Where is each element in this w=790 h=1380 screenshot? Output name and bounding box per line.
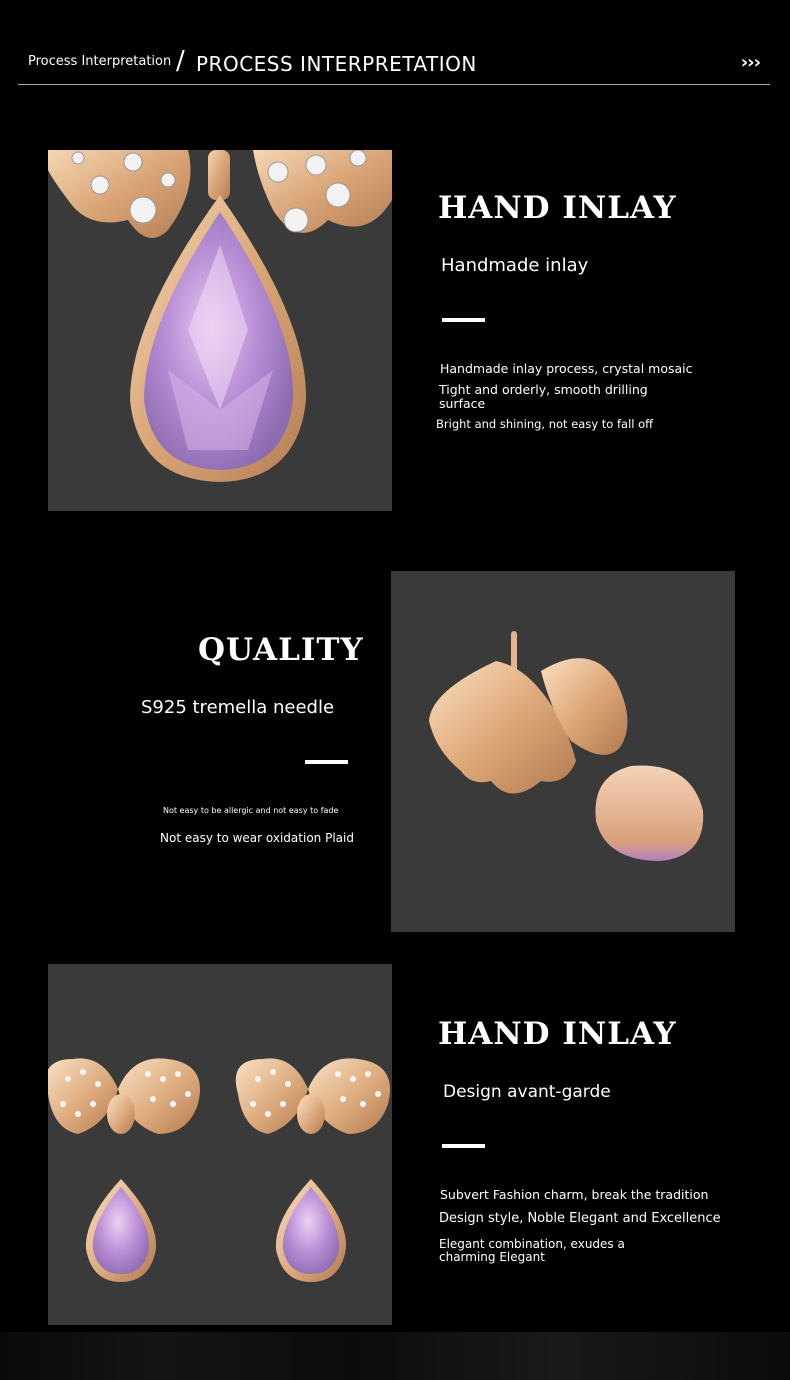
earring-back-icon bbox=[391, 571, 735, 932]
earring-pair-photo bbox=[48, 964, 392, 1325]
earring-drop-closeup-icon bbox=[48, 150, 392, 511]
section1-subtitle: Handmade inlay bbox=[441, 255, 589, 276]
section3-line-1: Subvert Fashion charm, break the tradition bbox=[440, 1187, 709, 1202]
section3-line-2: Design style, Noble Elegant and Excellence bbox=[439, 1211, 721, 1226]
section1-line-1: Handmade inlay process, crystal mosaic bbox=[440, 361, 693, 376]
section2-line-2: Not easy to wear oxidation Plaid bbox=[160, 831, 354, 845]
section3-dash bbox=[442, 1144, 485, 1148]
section-header bbox=[18, 40, 770, 85]
section2-line-1: Not easy to be allergic and not easy to fade bbox=[163, 806, 339, 815]
earring-pair-icon bbox=[48, 964, 392, 1325]
header-slash: / bbox=[176, 46, 185, 76]
section1-title: HAND INLAY bbox=[438, 190, 677, 226]
section2-title: QUALITY bbox=[198, 632, 364, 668]
section1-line-3: Bright and shining, not easy to fall off bbox=[436, 417, 654, 431]
header-small-label: Process Interpretation bbox=[28, 54, 172, 69]
section3-subtitle: Design avant-garde bbox=[443, 1082, 611, 1102]
section2-dash bbox=[305, 760, 348, 764]
section1-dash bbox=[442, 318, 485, 322]
section3-title: HAND INLAY bbox=[438, 1016, 677, 1052]
section3-line-3: Elegant combination, exudes a charming Elegant bbox=[439, 1237, 625, 1264]
bottom-background-strip bbox=[0, 1332, 790, 1380]
chevron-right-triple-icon: ››› bbox=[740, 52, 760, 73]
header-title: PROCESS INTERPRETATION bbox=[196, 52, 477, 76]
header-divider bbox=[18, 84, 770, 85]
hand-inlay-closeup-photo bbox=[48, 150, 392, 511]
section2-subtitle: S925 tremella needle bbox=[141, 697, 335, 718]
needle-back-photo bbox=[391, 571, 735, 932]
section1-line-2: Tight and orderly, smooth drilling surface bbox=[439, 382, 648, 411]
